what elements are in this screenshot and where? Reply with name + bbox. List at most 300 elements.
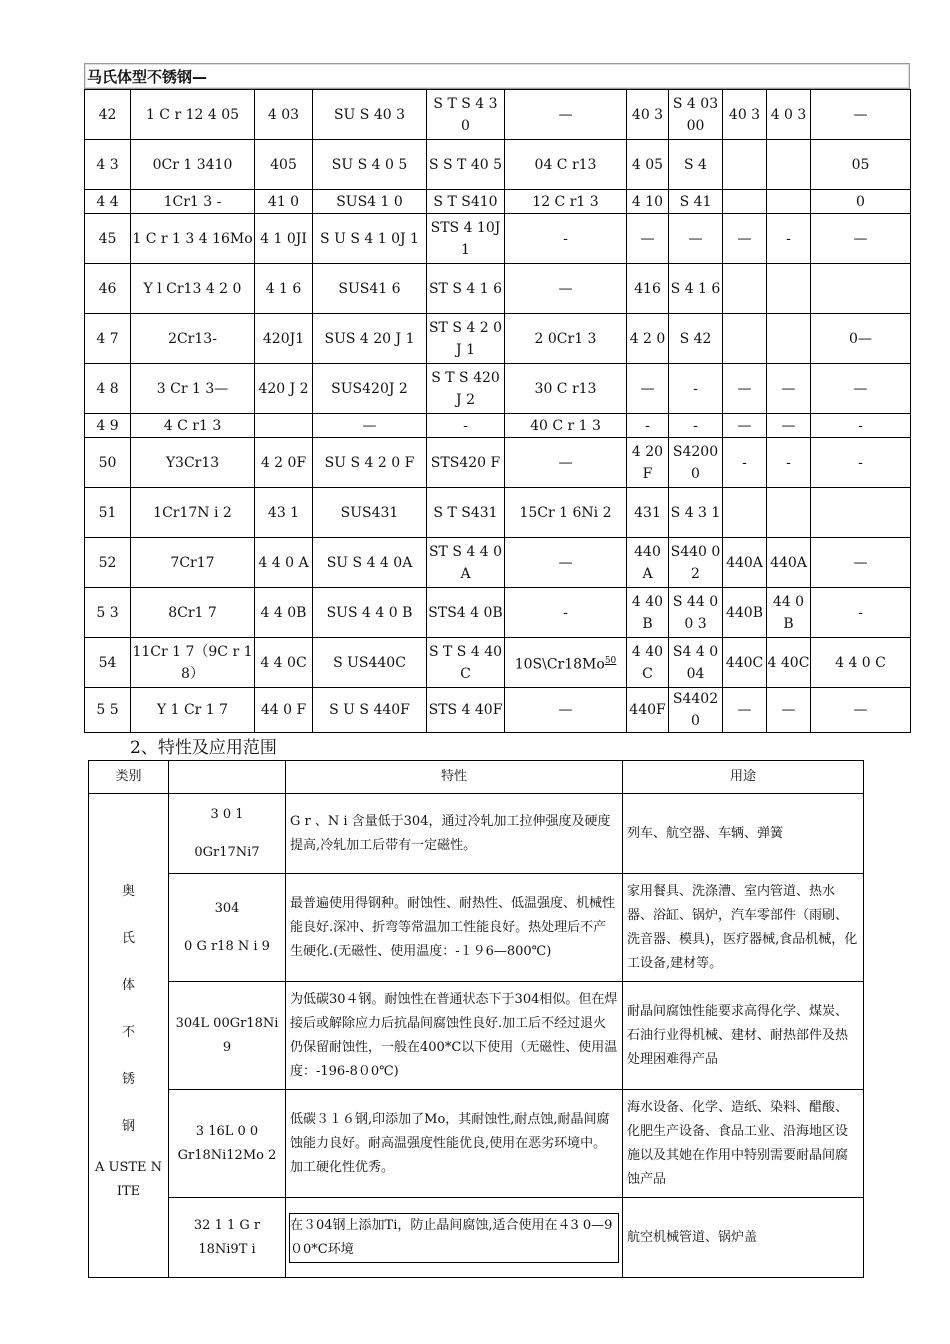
cell-text: SUS 4 4 0 B <box>326 604 413 621</box>
table-cell <box>811 90 911 140</box>
cell-text: STS 4 40F <box>428 702 503 718</box>
table-cell <box>505 264 627 314</box>
cell-text: 4 0 3 <box>770 106 807 123</box>
category-char: 氏 <box>121 930 135 946</box>
cell-text: 440F <box>629 702 666 718</box>
cell-text: 431 <box>634 504 661 521</box>
table-cell <box>505 190 627 214</box>
table-cell <box>131 264 255 314</box>
table-cell <box>811 588 911 638</box>
table-cell <box>627 140 669 190</box>
cell-text: S 41 <box>679 193 712 210</box>
table-cell <box>427 264 505 314</box>
cell-text: 4 4 0C <box>260 654 307 671</box>
table-cell <box>627 264 669 314</box>
table-cell <box>669 688 723 733</box>
usage-cell: 列车、航空器、车辆、弹簧 <box>623 794 864 874</box>
cell-text: SUS4 1 0 <box>336 193 403 210</box>
table-cell <box>255 314 313 364</box>
table-row <box>85 140 911 190</box>
cell-text: 11Cr 1 7（9C r 1 8） <box>132 643 253 682</box>
cell-text: 45 <box>98 230 117 247</box>
cell-text: S T S 4 3 0 <box>433 95 498 134</box>
cell-text: — <box>640 230 655 247</box>
table-cell <box>131 414 255 438</box>
table-cell <box>767 538 811 588</box>
table-cell <box>427 314 505 364</box>
row-number-cell <box>85 438 131 488</box>
cell-text: S T S 4 40C <box>428 643 503 682</box>
table-cell <box>723 588 767 638</box>
cell-text: 15Cr 1 6Ni 2 <box>519 504 612 521</box>
usage-cell: 家用餐具、洗涤漕、室内管道、热水器、浴缸、锅炉，汽车零部件（雨刷、洗音器、模具)，医疗器械,食品机械，化工设备,建材等。 <box>623 874 864 982</box>
table-cell <box>505 488 627 538</box>
cell-text: — <box>558 280 573 297</box>
cell-text: — <box>781 702 796 718</box>
table-cell <box>505 364 627 414</box>
table-cell <box>505 314 627 364</box>
table-cell <box>255 588 313 638</box>
table-cell <box>313 638 427 688</box>
table-cell <box>505 638 627 688</box>
cell-text: S U S 4 1 0J 1 <box>320 230 419 247</box>
cell-text: — <box>853 380 868 397</box>
table-cell <box>313 588 427 638</box>
cell-text: 1Cr1 3 - <box>163 193 222 210</box>
table-cell <box>723 314 767 364</box>
cell-text: SUS 4 20 J 1 <box>324 330 415 347</box>
grade-cn-code: 0Gr17Ni7 <box>194 844 260 860</box>
cell-text: ST S 4 4 0 A <box>428 543 503 582</box>
row-number-cell <box>85 90 131 140</box>
table-cell <box>627 214 669 264</box>
table-header-row <box>89 761 864 794</box>
row-number-cell <box>85 140 131 190</box>
cell-text: S4 4 004 <box>672 643 719 682</box>
cell-text: — <box>737 417 752 434</box>
table-cell <box>313 488 427 538</box>
cell-text: 440B <box>725 604 763 621</box>
table-cell <box>313 190 427 214</box>
table-cell <box>255 638 313 688</box>
category-char: 钢 <box>121 1118 135 1134</box>
table-cell <box>669 190 723 214</box>
table-row <box>85 438 911 488</box>
table-row <box>89 1090 864 1198</box>
table-cell <box>811 140 911 190</box>
cell-text: 8Cr1 7 <box>168 604 217 621</box>
table-cell <box>313 438 427 488</box>
table-cell <box>313 688 427 733</box>
table-cell <box>767 190 811 214</box>
cell-text: 4 03 <box>267 106 300 123</box>
cell-text: 0— <box>849 330 872 347</box>
properties-table <box>88 760 864 1278</box>
table-cell <box>427 438 505 488</box>
header-property: 特性 <box>286 761 623 794</box>
table-cell <box>767 588 811 638</box>
property-cell: 低碳３１６钢,印添加了Mo，其耐蚀性,耐点蚀,耐晶间腐蚀能力良好。耐高温强度性能优良,使用在恶劣环境中。加工硬化性优秀。 <box>286 1090 623 1198</box>
cell-text: 4 8 <box>96 380 119 397</box>
table-cell <box>723 414 767 438</box>
cell-text: ST S 4 2 0 J 1 <box>428 319 503 358</box>
cell-text: - <box>645 417 650 434</box>
table-cell <box>669 314 723 364</box>
martensitic-table <box>84 89 911 733</box>
cell-text: 0Cr 1 3410 <box>152 156 233 173</box>
cell-text: - <box>742 454 747 471</box>
cell-text: 04 C r13 <box>534 156 597 173</box>
table-cell <box>627 190 669 214</box>
table-cell <box>255 438 313 488</box>
cell-text: — <box>737 702 752 718</box>
cell-text: SU S 4 0 5 <box>331 156 408 173</box>
table-row <box>85 414 911 438</box>
cell-text: 1 C r 12 4 05 <box>145 106 240 123</box>
table-cell <box>767 414 811 438</box>
table-row <box>85 314 911 364</box>
category-english: A USTE N ITE <box>94 1159 163 1199</box>
table-cell <box>427 140 505 190</box>
table-cell <box>255 264 313 314</box>
usage-cell: 航空机械管道、锅炉盖 <box>623 1198 864 1278</box>
property-cell: 最普遍使用得钢种。耐蚀性、耐热性、低温强度、机械性能良好.深冲、折弯等常温加工性能良好。热处理后不产生硬化.(无磁性、使用温度：-１９6—800℃) <box>286 874 623 982</box>
table-row <box>89 1198 864 1278</box>
table-cell <box>131 90 255 140</box>
cell-text: STS4 4 0B <box>428 604 503 621</box>
cell-text: 30 C r13 <box>534 380 597 397</box>
cell-text: — <box>558 554 573 571</box>
table-cell <box>669 140 723 190</box>
row-number-cell <box>85 588 131 638</box>
table-cell <box>313 314 427 364</box>
table-cell <box>131 214 255 264</box>
cell-superscript: 50 <box>604 655 617 666</box>
cell-text: — <box>737 380 752 397</box>
cell-text: 40 3 <box>631 106 664 123</box>
table-cell <box>811 314 911 364</box>
usage-cell: 耐晶间腐蚀性能要求高得化学、煤炭、石油行业得机械、建材、耐热部件及热处理困难得产品 <box>623 982 864 1090</box>
cell-text: 440 A <box>634 543 661 582</box>
row-number-cell <box>85 190 131 214</box>
table-cell <box>627 588 669 638</box>
grade-cell: 304L 00Gr18Ni 9 <box>169 982 286 1090</box>
table-cell <box>767 488 811 538</box>
row-number-cell <box>85 538 131 588</box>
table-cell <box>627 364 669 414</box>
table-cell <box>313 364 427 414</box>
property-cell <box>286 1198 623 1278</box>
header-grade <box>169 761 286 794</box>
cell-text: — <box>853 106 868 123</box>
table-cell <box>505 588 627 638</box>
cell-text: 4 20 F <box>631 443 664 482</box>
cell-text: S 42 <box>679 330 712 347</box>
table-cell <box>627 314 669 364</box>
cell-text: S 4 1 6 <box>670 280 721 297</box>
table-cell <box>131 364 255 414</box>
table-cell <box>255 364 313 414</box>
table-cell <box>767 214 811 264</box>
cell-text: 40 C r 1 3 <box>530 417 601 434</box>
cell-text: S42000 <box>672 443 719 482</box>
table-cell <box>723 264 767 314</box>
property-cell: 为低碳30４钢。耐蚀性在普通状态下于304相似。但在焊接后或解除应力后抗晶间腐蚀性良好.加工后不经过退火仍保留耐蚀性，一般在400*C以下使用（无磁性、使用温度：-196-8０0℃) <box>286 982 623 1090</box>
cell-text: 4 1 0JI <box>260 230 307 247</box>
table-cell <box>767 264 811 314</box>
cell-text: — <box>853 554 868 571</box>
cell-text: 42 <box>98 106 117 123</box>
cell-text: 12 C r1 3 <box>532 193 599 210</box>
cell-text: 51 <box>98 504 117 521</box>
table-cell <box>767 140 811 190</box>
cell-text: — <box>558 106 573 123</box>
table-cell <box>723 488 767 538</box>
property-cell: G r 、N i 含量低于304，通过冷轧加工拉伸强度及硬度提高,冷轧加工后带有一定磁性。 <box>286 794 623 874</box>
category-char: 不 <box>121 1024 135 1040</box>
table-row <box>89 874 864 982</box>
cell-text: 4 40C <box>767 654 810 671</box>
table-cell <box>811 264 911 314</box>
cell-text: 420J1 <box>262 330 305 347</box>
table-cell <box>669 264 723 314</box>
table-cell <box>627 414 669 438</box>
grade-cell: 32 1 1 G r 18Ni9T i <box>169 1198 286 1278</box>
table-cell <box>427 364 505 414</box>
table-cell <box>811 438 911 488</box>
cell-text: 4 10 <box>631 193 664 210</box>
row-number-cell <box>85 364 131 414</box>
table-cell <box>723 438 767 488</box>
table-cell <box>427 488 505 538</box>
table-row <box>85 190 911 214</box>
table-cell <box>505 214 627 264</box>
table-cell <box>427 688 505 733</box>
category-cell <box>89 794 169 1278</box>
table-cell <box>669 438 723 488</box>
cell-text: STS420 F <box>430 454 501 471</box>
cell-text: 4 7 <box>96 330 119 347</box>
table-cell <box>313 90 427 140</box>
table-cell <box>255 90 313 140</box>
property-box: 在３04钢上添加Ti，防止晶间腐蚀,适合使用在４3 0—9０0*C环境 <box>290 1214 618 1262</box>
table-cell <box>811 414 911 438</box>
cell-text: 41 0 <box>267 193 300 210</box>
cell-text: 4 4 0 C <box>835 654 886 671</box>
table-cell <box>723 688 767 733</box>
cell-text: 4 4 0 A <box>258 554 309 571</box>
table-cell <box>723 638 767 688</box>
section-2-title: 2、特性及应用范围 <box>130 738 277 758</box>
cell-text: 405 <box>270 156 297 173</box>
table-cell <box>723 538 767 588</box>
table-cell <box>811 538 911 588</box>
cell-text: — <box>558 702 573 718</box>
cell-text: S U S 440F <box>329 702 410 718</box>
table-cell <box>427 190 505 214</box>
cell-text: SUS431 <box>340 504 399 521</box>
cell-text: ST S 4 1 6 <box>428 280 503 297</box>
grade-code: 3 0 1 <box>210 806 244 822</box>
table-cell <box>313 140 427 190</box>
cell-text: - <box>693 417 698 434</box>
cell-text: 43 1 <box>267 504 300 521</box>
cell-text: 4 2 0F <box>260 454 307 471</box>
table-cell <box>427 638 505 688</box>
table-cell <box>669 588 723 638</box>
table-cell <box>811 488 911 538</box>
cell-text: 46 <box>98 280 117 297</box>
table-cell <box>723 364 767 414</box>
cell-text: 2 0Cr1 3 <box>534 330 597 347</box>
cell-text: S T S431 <box>433 504 498 521</box>
cell-text: 7Cr17 <box>170 554 215 571</box>
cell-text: - <box>786 454 791 471</box>
table-cell <box>627 638 669 688</box>
table-row <box>89 982 864 1090</box>
table-cell <box>811 638 911 688</box>
cell-text: 4 4 0B <box>260 604 307 621</box>
cell-text: - <box>858 454 863 471</box>
table-cell <box>427 414 505 438</box>
table-cell <box>427 588 505 638</box>
grade-code: 304 <box>214 900 240 916</box>
table-cell <box>131 190 255 214</box>
table-cell <box>131 314 255 364</box>
table-cell <box>811 190 911 214</box>
table-row <box>85 588 911 638</box>
cell-text: — <box>853 702 868 718</box>
table-cell <box>627 538 669 588</box>
table-cell <box>255 538 313 588</box>
table-cell <box>627 488 669 538</box>
table-cell <box>669 414 723 438</box>
table-cell <box>767 364 811 414</box>
table-cell <box>131 488 255 538</box>
cell-text: — <box>362 417 377 434</box>
cell-text: 4 40B <box>631 593 664 632</box>
cell-text: - <box>563 604 568 621</box>
table-cell <box>427 214 505 264</box>
table-cell <box>255 688 313 733</box>
cell-text: 10S\Cr18Mo <box>514 656 605 673</box>
cell-text: SUS41 6 <box>338 280 401 297</box>
table-cell <box>505 414 627 438</box>
table-cell <box>131 140 255 190</box>
cell-text: S 44 0 0 3 <box>672 593 719 632</box>
cell-text: SUS420J 2 <box>331 380 408 397</box>
table-cell <box>767 688 811 733</box>
cell-text: 5 5 <box>96 702 119 718</box>
category-char: 体 <box>121 977 135 993</box>
table-cell <box>255 214 313 264</box>
table-cell <box>669 638 723 688</box>
usage-cell: 海水设备、化学、造纸、染料、醋酸、化肥生产设备、食品工业、沿海地区设施以及其她在作用中特别需要耐晶间腐蚀产品 <box>623 1090 864 1198</box>
header-usage: 用途 <box>623 761 864 794</box>
cell-text: 1 C r 1 3 4 16Mo <box>132 230 253 247</box>
row-number-cell <box>85 214 131 264</box>
table-cell <box>669 90 723 140</box>
table-cell <box>427 538 505 588</box>
table-row <box>89 794 864 874</box>
cell-text: Y3Cr13 <box>165 454 220 471</box>
cell-text: 40 3 <box>728 106 761 123</box>
category-char: 锈 <box>121 1071 135 1087</box>
grade-cell <box>169 794 286 874</box>
table-row <box>85 638 911 688</box>
table-cell <box>767 438 811 488</box>
cell-text: - <box>563 230 568 247</box>
table-cell <box>723 214 767 264</box>
table-cell <box>669 488 723 538</box>
cell-text: — <box>640 380 655 397</box>
cell-text: S44020 <box>672 691 719 729</box>
table-cell <box>505 90 627 140</box>
cell-text: 4 1 6 <box>265 280 302 297</box>
table-cell <box>505 140 627 190</box>
martensitic-title: 马氏体型不锈钢— <box>84 63 910 89</box>
table-row <box>85 264 911 314</box>
cell-text: - <box>858 417 863 434</box>
table-cell <box>313 414 427 438</box>
table-cell <box>505 688 627 733</box>
cell-text: 54 <box>98 654 117 671</box>
table-cell <box>723 90 767 140</box>
table-cell <box>723 190 767 214</box>
cell-text: 50 <box>98 454 117 471</box>
table-row <box>85 538 911 588</box>
cell-text: 4 2 0 <box>629 330 666 347</box>
cell-text: SU S 40 3 <box>333 106 406 123</box>
cell-text: 52 <box>98 554 117 571</box>
table-row <box>85 90 911 140</box>
cell-text: SU S 4 2 0 F <box>324 454 415 471</box>
cell-text: 1Cr17N i 2 <box>153 504 232 521</box>
table-cell <box>767 314 811 364</box>
cell-text: 4 9 <box>96 417 119 434</box>
table-cell <box>255 488 313 538</box>
table-cell <box>131 538 255 588</box>
table-cell <box>255 190 313 214</box>
cell-text: - <box>463 417 468 434</box>
table-cell <box>811 364 911 414</box>
table-row <box>85 688 911 733</box>
cell-text: 44 0 B <box>772 593 805 632</box>
cell-text: 416 <box>634 280 661 297</box>
cell-text: S T S 420 J 2 <box>431 369 500 408</box>
table-cell <box>669 364 723 414</box>
table-cell <box>313 214 427 264</box>
martensitic-table-section <box>84 63 910 733</box>
cell-text: 4 40C <box>631 643 664 682</box>
cell-text: 0 <box>856 193 865 210</box>
cell-text: 4 C r1 3 <box>163 417 222 434</box>
table-cell <box>131 688 255 733</box>
table-cell <box>811 214 911 264</box>
row-number-cell <box>85 264 131 314</box>
table-cell <box>669 214 723 264</box>
table-cell <box>427 90 505 140</box>
row-number-cell <box>85 314 131 364</box>
cell-text: 5 3 <box>96 604 119 621</box>
table-cell <box>313 538 427 588</box>
row-number-cell <box>85 638 131 688</box>
cell-text: Y l Cr13 4 2 0 <box>143 280 242 297</box>
cell-text: S 4 3 1 <box>670 504 721 521</box>
table-row <box>85 214 911 264</box>
cell-text: STS 4 10J1 <box>430 219 501 258</box>
cell-text: S 4 <box>684 156 707 173</box>
